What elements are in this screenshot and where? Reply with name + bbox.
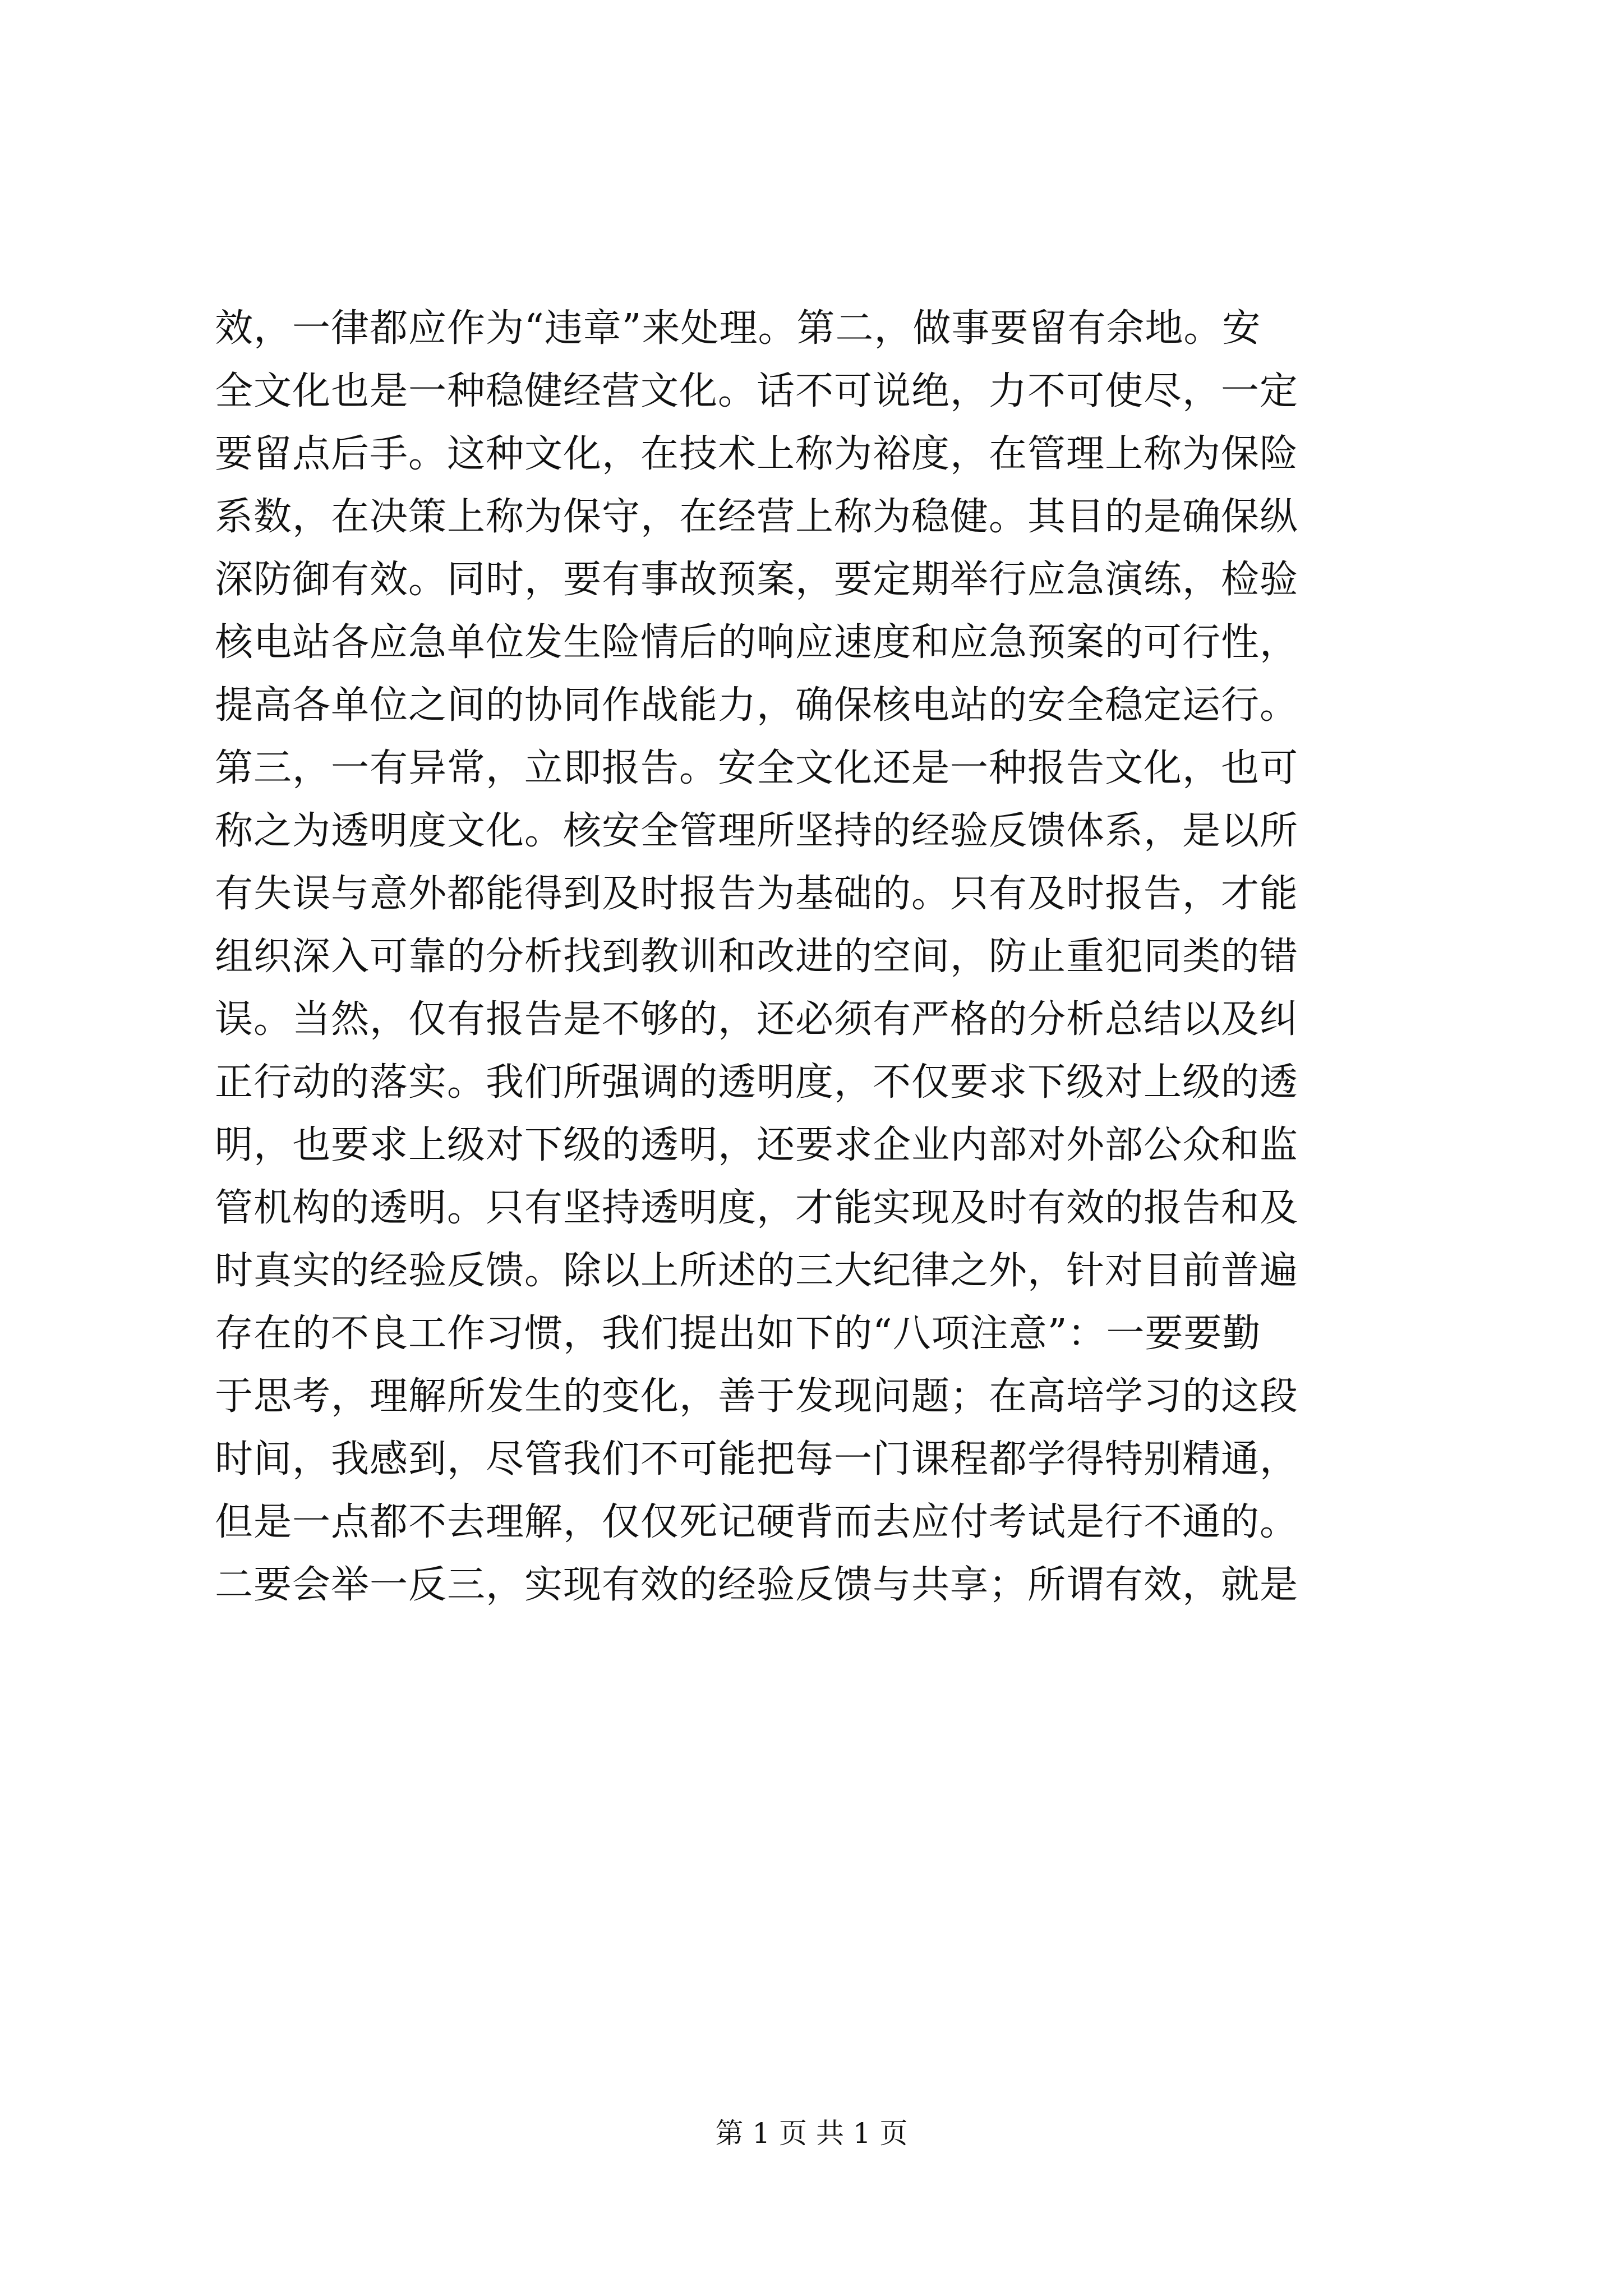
text-line: 组织深入可靠的分析找到教训和改进的空间，防止重犯同类的错 <box>215 935 1299 979</box>
text-line: 时间，我感到，尽管我们不可能把每一门课程都学得特别精通， <box>215 1437 1299 1481</box>
page-footer <box>0 2114 1623 2153</box>
text-line: 要留点后手。这种文化，在技术上称为裕度，在管理上称为保险 <box>215 432 1299 476</box>
text-line: 深防御有效。同时，要有事故预案，要定期举行应急演练，检验 <box>215 558 1299 602</box>
text-line: 有失误与意外都能得到及时报告为基础的。只有及时报告，才能 <box>215 872 1299 916</box>
text-line: 第三，一有异常，立即报告。安全文化还是一种报告文化，也可 <box>215 746 1299 790</box>
text-line: 核电站各应急单位发生险情后的响应速度和应急预案的可行性， <box>215 620 1299 665</box>
text-line: 时真实的经验反馈。除以上所述的三大纪律之外，针对目前普遍 <box>215 1249 1299 1293</box>
text-line: 管机构的透明。只有坚持透明度，才能实现及时有效的报告和及 <box>215 1186 1299 1230</box>
body-text <box>215 297 1409 1617</box>
page-number-label: 第 1 页 共 1 页 <box>715 2117 908 2150</box>
text-line: 误。当然，仅有报告是不够的，还必须有严格的分析总结以及纠 <box>215 997 1299 1042</box>
text-line: 称之为透明度文化。核安全管理所坚持的经验反馈体系，是以所 <box>215 809 1299 853</box>
text-line: 但是一点都不去理解，仅仅死记硬背而去应付考试是行不通的。 <box>215 1500 1299 1544</box>
text-line: 系数，在决策上称为保守，在经营上称为稳健。其目的是确保纵 <box>215 495 1299 539</box>
text-line: 全文化也是一种稳健经营文化。话不可说绝，力不可使尽，一定 <box>215 369 1299 413</box>
text-line: 二要会举一反三，实现有效的经验反馈与共享；所谓有效，就是 <box>215 1563 1299 1607</box>
text-line: 明，也要求上级对下级的透明，还要求企业内部对外部公众和监 <box>215 1123 1299 1167</box>
text-line: 提高各单位之间的协同作战能力，确保核电站的安全稳定运行。 <box>215 683 1299 728</box>
text-line: 于思考，理解所发生的变化，善于发现问题；在高培学习的这段 <box>215 1374 1299 1419</box>
text-line: 存在的不良工作习惯，我们提出如下的“八项注意”：一要要勤 <box>215 1312 1261 1356</box>
text-line: 效，一律都应作为“违章”来处理。第二，做事要留有余地。安 <box>215 306 1261 351</box>
text-line: 正行动的落实。我们所强调的透明度，不仅要求下级对上级的透 <box>215 1060 1299 1105</box>
